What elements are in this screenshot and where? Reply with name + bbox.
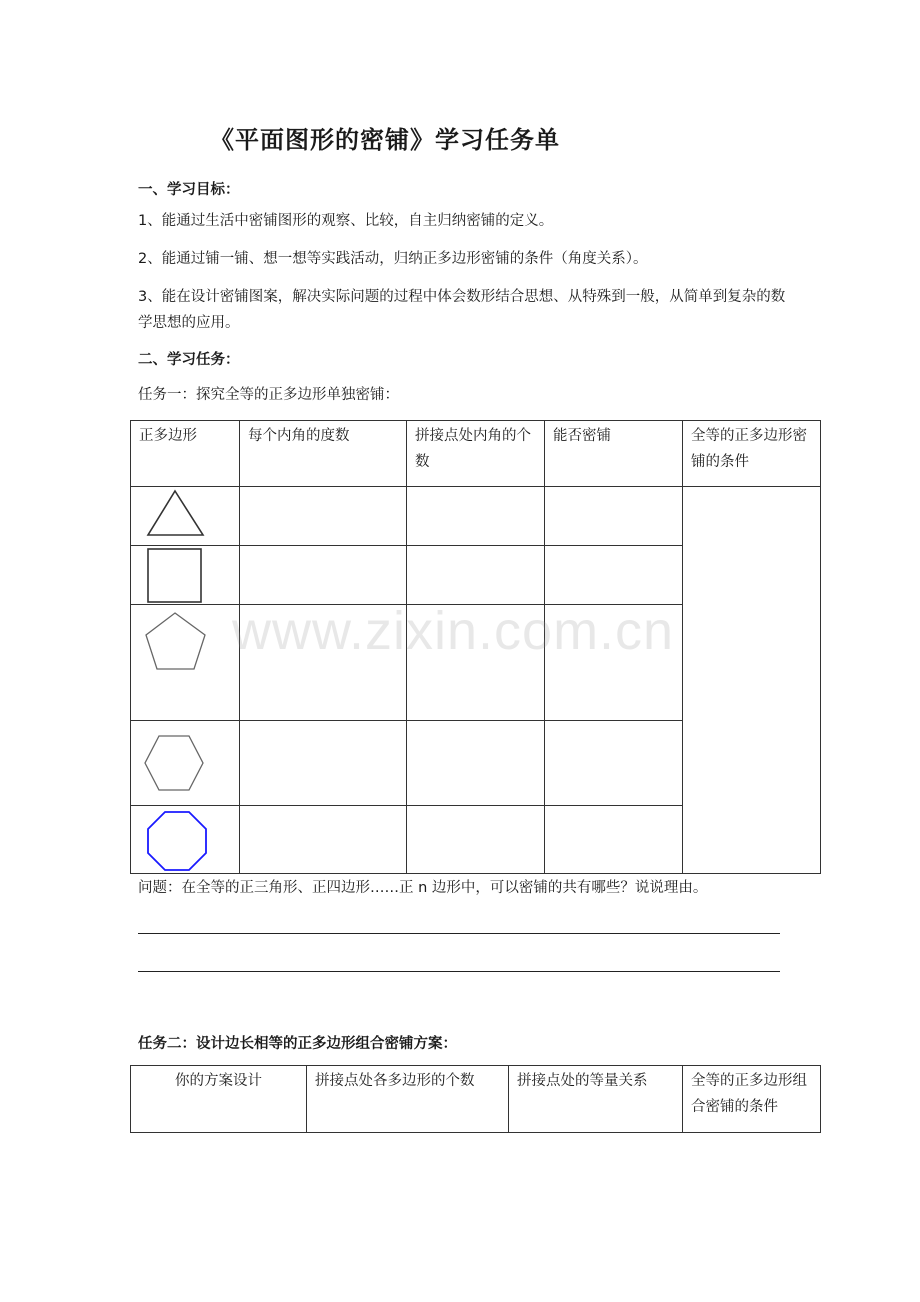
answer-cell[interactable] xyxy=(545,605,683,721)
answer-cell[interactable] xyxy=(240,605,407,721)
pentagon-icon xyxy=(131,605,239,685)
octagon-icon xyxy=(131,807,239,873)
table2-header-row xyxy=(131,1066,821,1133)
answer-cell[interactable] xyxy=(545,806,683,874)
task2-table xyxy=(130,1065,821,1133)
square-cell xyxy=(131,546,240,605)
goal-item-1: 1、能通过生活中密铺图形的观察、比较，自主归纳密铺的定义。 xyxy=(138,213,554,229)
table1-header-count: 拼接点处内角的个数 xyxy=(407,421,545,487)
table1-header-row xyxy=(131,421,821,487)
table1-header-tessellate: 能否密铺 xyxy=(545,421,683,487)
hexagon-cell xyxy=(131,721,240,806)
pentagon-cell xyxy=(131,605,240,721)
answer-cell[interactable] xyxy=(545,487,683,546)
task1-table xyxy=(130,420,821,874)
goal-item-2: 2、能通过铺一铺、想一想等实践活动，归纳正多边形密铺的条件（角度关系）。 xyxy=(138,251,648,267)
hexagon-icon xyxy=(131,721,239,805)
question-text: 问题：在全等的正三角形、正四边形……正 n 边形中，可以密铺的共有哪些？说说理由。 xyxy=(138,880,708,896)
task1-label: 任务一：探究全等的正多边形单独密铺： xyxy=(138,387,399,403)
answer-cell[interactable] xyxy=(407,721,545,806)
page-title: 《平面图形的密铺》学习任务单 xyxy=(210,126,560,154)
octagon-cell xyxy=(131,806,240,874)
answer-cell[interactable] xyxy=(407,546,545,605)
answer-cell[interactable] xyxy=(240,721,407,806)
answer-cell[interactable] xyxy=(545,721,683,806)
table2-header-condition: 全等的正多边形组合密铺的条件 xyxy=(683,1066,821,1133)
triangle-icon xyxy=(131,487,239,545)
condition-answer-cell[interactable] xyxy=(683,487,821,874)
answer-line-1[interactable] xyxy=(138,933,780,934)
table-row xyxy=(131,487,821,546)
answer-cell[interactable] xyxy=(407,487,545,546)
answer-cell[interactable] xyxy=(240,546,407,605)
answer-cell[interactable] xyxy=(545,546,683,605)
task2-heading: 任务二：设计边长相等的正多边形组合密铺方案： xyxy=(138,1036,457,1052)
answer-line-2[interactable] xyxy=(138,971,780,972)
answer-cell[interactable] xyxy=(240,487,407,546)
section2-heading: 二、学习任务： xyxy=(138,352,240,368)
table1-header-condition: 全等的正多边形密铺的条件 xyxy=(683,421,821,487)
triangle-cell xyxy=(131,487,240,546)
table1-header-polygon: 正多边形 xyxy=(131,421,240,487)
watermark: www.zixin.com.cn xyxy=(232,601,675,661)
square-icon xyxy=(131,546,239,604)
table1-header-angle: 每个内角的度数 xyxy=(240,421,407,487)
section1-heading: 一、学习目标： xyxy=(138,182,240,198)
answer-cell[interactable] xyxy=(407,806,545,874)
table2-header-count: 拼接点处各多边形的个数 xyxy=(307,1066,509,1133)
answer-cell[interactable] xyxy=(407,605,545,721)
table2-header-design: 你的方案设计 xyxy=(131,1066,307,1133)
goal-item-3: 3、能在设计密铺图案，解决实际问题的过程中体会数形结合思想、从特殊到一般，从简单到复杂的数学思想的应用。 xyxy=(138,289,786,331)
answer-cell[interactable] xyxy=(240,806,407,874)
table2-header-relation: 拼接点处的等量关系 xyxy=(509,1066,683,1133)
